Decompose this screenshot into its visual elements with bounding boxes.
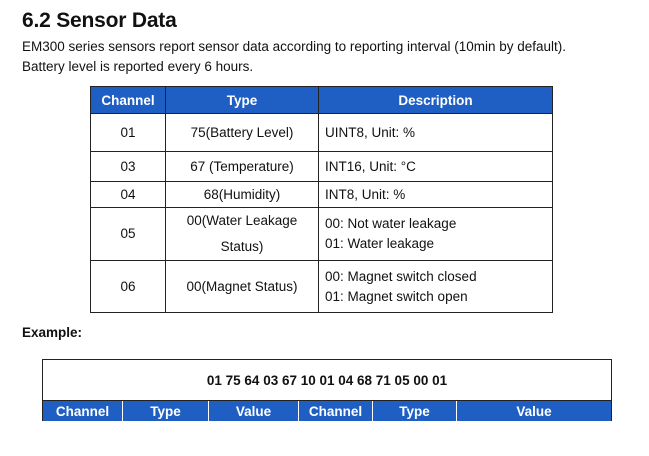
type-cell: 68(Humidity) (166, 182, 319, 208)
type-cell: 75(Battery Level) (166, 114, 319, 152)
intro-line-1: EM300 series sensors report sensor data according to reporting interval (10min by default). (22, 39, 567, 54)
example-header-type: Type (123, 401, 209, 422)
example-bytes: 01 75 64 03 67 10 01 04 68 71 05 00 01 (43, 360, 612, 401)
example-header-value: Value (457, 401, 612, 422)
description-cell (319, 208, 553, 261)
table-row (91, 152, 553, 182)
description-line-2: 01: Magnet switch open (325, 288, 468, 304)
example-table (42, 359, 612, 422)
type-cell (166, 208, 319, 261)
section-title: 6.2 Sensor Data (22, 9, 177, 32)
description-cell (319, 261, 553, 313)
channel-cell: 06 (91, 261, 166, 313)
example-label: Example: (22, 325, 83, 340)
table-row (91, 261, 553, 313)
description-cell: INT16, Unit: °C (319, 152, 553, 182)
type-cell: 00(Magnet Status) (166, 261, 319, 313)
description-line-1: 00: Magnet switch closed (325, 268, 477, 284)
table-row (91, 182, 553, 208)
description-cell: INT8, Unit: % (319, 182, 553, 208)
description-line-1: 00: Not water leakage (325, 216, 457, 231)
channel-cell: 01 (91, 114, 166, 152)
example-header-channel: Channel (299, 401, 373, 422)
example-header-type: Type (373, 401, 457, 422)
channel-cell: 05 (91, 208, 166, 261)
intro-line-2: Battery level is reported every 6 hours. (22, 59, 254, 74)
example-header-row (43, 401, 612, 422)
channel-cell: 04 (91, 182, 166, 208)
section-intro (22, 37, 632, 77)
type-line-2: Status) (220, 239, 264, 254)
table-row (91, 114, 553, 152)
header-channel: Channel (91, 87, 166, 114)
type-line-1: 00(Water Leakage (186, 213, 298, 228)
description-cell: UINT8, Unit: % (319, 114, 553, 152)
header-description: Description (319, 87, 553, 114)
table-row (91, 208, 553, 261)
type-cell: 67 (Temperature) (166, 152, 319, 182)
description-line-2: 01: Water leakage (325, 236, 435, 251)
channel-cell: 03 (91, 152, 166, 182)
example-header-value: Value (209, 401, 299, 422)
table-header-row (91, 87, 553, 114)
header-type: Type (166, 87, 319, 114)
example-bytes-row (43, 360, 612, 401)
sensor-data-table (90, 86, 553, 313)
example-header-channel: Channel (43, 401, 123, 422)
